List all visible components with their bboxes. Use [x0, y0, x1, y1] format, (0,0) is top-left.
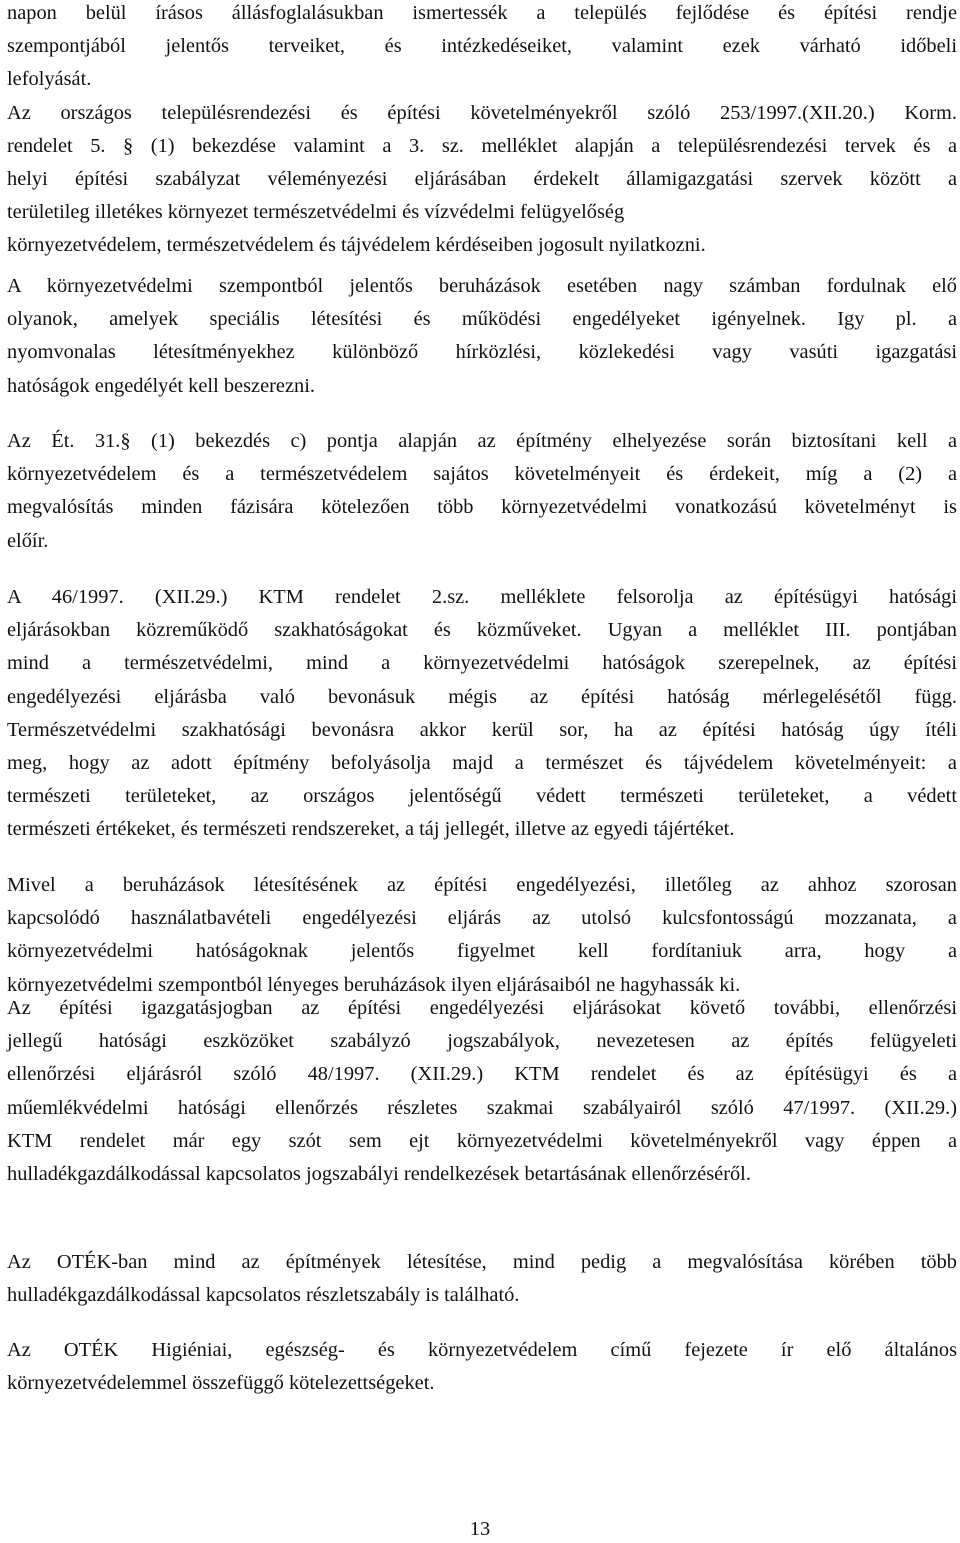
text-line: Az Ét. 31.§ (1) bekezdés c) pontja alapján az építmény elhelyezése során biztosítani kell a — [7, 430, 957, 452]
text-line: környezetvédelmi hatóságoknak jelentős figyelmet kell fordítaniuk arra, hogy a — [7, 940, 957, 963]
text-line: hulladékgazdálkodással kapcsolatos részletszabály is található. — [7, 1284, 520, 1307]
text-line: műemlékvédelmi hatósági ellenőrzés részletes szakmai szabályairól szóló 47/1997. (XII.29.) — [7, 1096, 957, 1119]
text-line: Természetvédelmi szakhatósági bevonásra akkor kerül sor, ha az építési hatóság úgy ítéli — [7, 718, 957, 741]
text-line: környezetvédelem, természetvédelem és tájvédelem kérdéseiben jogosult nyilatkozni. — [7, 234, 706, 257]
text-line: Mivel a beruházások létesítésének az építési engedélyezési, illetőleg az ahhoz szorosan — [7, 874, 957, 896]
text-line: Az országos településrendezési és építési követelményekről szóló 253/1997.(XII.20.) Korm. — [7, 101, 957, 124]
text-line: mind a természetvédelmi, mind a környezetvédelmi hatóságok szerepelnek, az építési — [7, 652, 957, 675]
text-line: meg, hogy az adott építmény befolyásolja majd a természet és tájvédelem követelményeit: a — [7, 752, 957, 775]
text-line: A 46/1997. (XII.29.) KTM rendelet 2.sz. melléklete felsorolja az építésügyi hatósági — [7, 586, 957, 608]
text-line: szempontjából jelentős terveiket, és intézkedéseiket, valamint ezek várható időbeli — [7, 35, 957, 58]
paragraph-4 — [7, 581, 957, 847]
text-line: helyi építési szabályzat véleményezési eljárásában érdekelt államigazgatási szervek között a — [7, 168, 957, 191]
text-line: környezetvédelemmel összefüggő kötelezettségeket. — [7, 1372, 435, 1395]
text-line: eljárásokban közreműködő szakhatóságokat és közműveket. Ugyan a melléklet III. pontjában — [7, 619, 957, 642]
text-line: természeti értékeket, és természeti rendszereket, a táj jellegét, illetve az egyedi tájértéket. — [7, 818, 735, 841]
text-line: ellenőrzési eljárásról szóló 48/1997. (XII.29.) KTM rendelet és az építésügyi és a — [7, 1063, 957, 1086]
text-line: nyomvonalas létesítményekhez különböző hírközlési, közlekedési vagy vasúti igazgatási — [7, 341, 957, 364]
text-line: előír. — [7, 529, 49, 552]
text-line: Az OTÉK Higiéniai, egészség- és környezetvédelem című fejezete ír elő általános — [7, 1339, 957, 1361]
text-line: A környezetvédelmi szempontból jelentős beruházások esetében nagy számban fordulnak elő — [7, 275, 957, 297]
text-line: napon belül írásos állásfoglalásukban ismertessék a település fejlődése és építési rendje — [7, 2, 957, 24]
text-line: hulladékgazdálkodással kapcsolatos jogszabályi rendelkezések betartásának ellenőrzéséről. — [7, 1163, 751, 1186]
text-line: KTM rendelet már egy szót sem ejt környezetvédelmi követelményekről vagy éppen a — [7, 1129, 957, 1152]
text-line: környezetvédelmi szempontból lényeges beruházások ilyen eljárásaiból ne hagyhassák ki. — [7, 973, 741, 996]
paragraph-6 — [7, 992, 957, 1191]
paragraph-7 — [7, 1246, 957, 1312]
text-line: Az OTÉK-ban mind az építmények létesítése, mind pedig a megvalósítása körében több — [7, 1251, 957, 1273]
paragraph-3 — [7, 425, 957, 558]
text-line: környezetvédelem és a természetvédelem sajátos követelményeit és érdekeit, míg a (2) a — [7, 463, 957, 486]
paragraph-1 — [7, 0, 957, 263]
paragraph-2 — [7, 270, 957, 403]
paragraph-5 — [7, 869, 957, 1002]
text-line: olyanok, amelyek speciális létesítési és működési engedélyeket igényelnek. Igy pl. a — [7, 308, 957, 331]
paragraph-8 — [7, 1334, 957, 1400]
text-line: Az építési igazgatásjogban az építési engedélyezési eljárásokat követő további, ellenőrzési — [7, 997, 957, 1019]
text-line: hatóságok engedélyét kell beszerezni. — [7, 374, 315, 397]
text-line: területileg illetékes környezet természetvédelmi és vízvédelmi felügyelőség — [7, 201, 625, 224]
text-line: rendelet 5. § (1) bekezdése valamint a 3. sz. melléklet alapján a településrendezési tervek és a — [7, 134, 957, 157]
text-line: megvalósítás minden fázisára kötelezően több környezetvédelmi vonatkozású követelményt is — [7, 496, 957, 519]
text-line: jellegű hatósági eszközöket szabályzó jogszabályok, nevezetesen az építés felügyeleti — [7, 1030, 957, 1053]
text-line: kapcsolódó használatbavételi engedélyezési eljárás az utolsó kulcsfontosságú mozzanata, a — [7, 907, 957, 930]
page-number: 13 — [469, 1518, 491, 1540]
text-line: természeti területeket, az országos jelentőségű védett természeti területeket, a védett — [7, 785, 957, 808]
text-line: lefolyását. — [7, 68, 92, 91]
text-line: engedélyezési eljárásba való bevonásuk mégis az építési hatóság mérlegelésétől függ. — [7, 685, 957, 708]
